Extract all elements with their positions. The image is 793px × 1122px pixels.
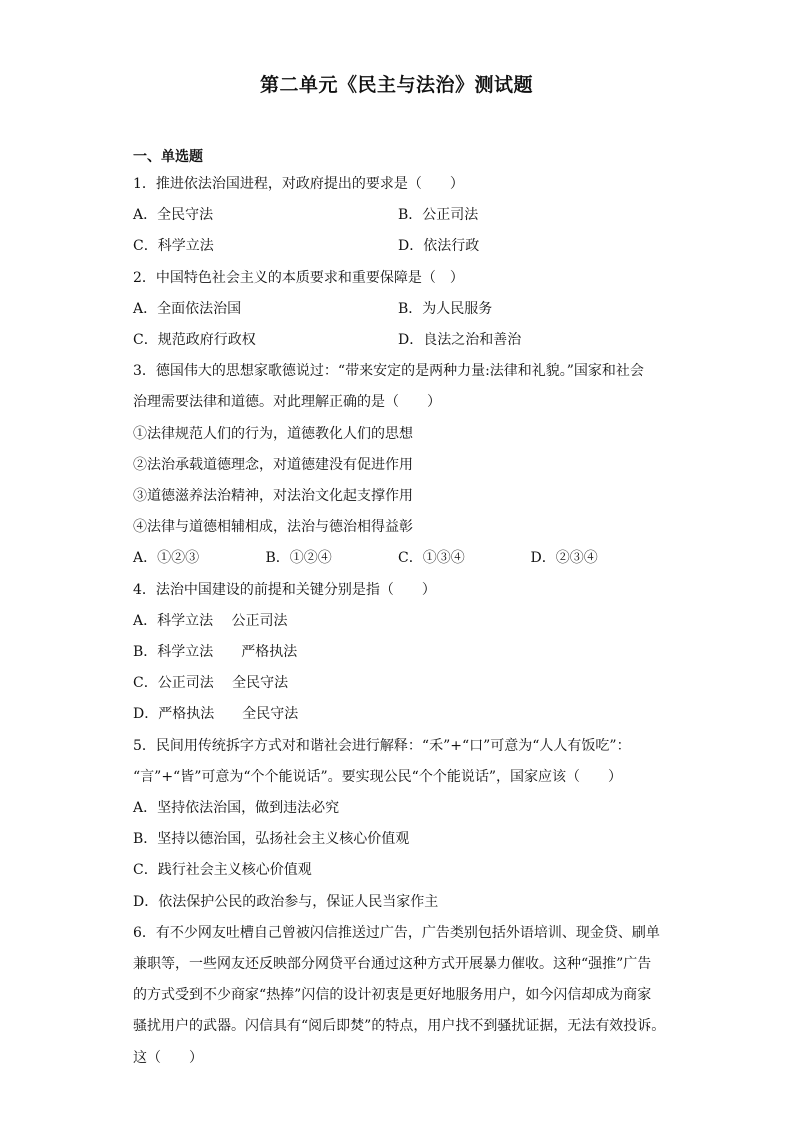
question-list (133, 169, 666, 1074)
question-1-option-b: B．公正司法 (398, 207, 479, 224)
question-6-stem-line-5: 这（ ） (133, 1049, 203, 1066)
question-1-options-row-2 (133, 231, 663, 262)
question-1-stem: 1．推进依法治国进程，对政府提出的要求是（ ） (133, 176, 464, 192)
question-6-stem-line-3: 的方式受到不少商家“热捧”闪信的设计初衷是更好地服务用户，如今闪信却成为商家 (133, 987, 652, 1004)
question-5-stem-line-1: 5．民间用传统拆字方式对和谐社会进行解释：“禾”+“口”可意为“人人有饭吃”： (133, 737, 631, 754)
question-5-option-b: B．坚持以德治国，弘扬社会主义核心价值观 (133, 831, 410, 848)
question-3-option-c: C．①③④ (398, 550, 465, 567)
question-4-option-d: D．严格执法 全民守法 (133, 706, 299, 723)
question-3-statement-4: ④法律与道德相辅相成，法治与德治相得益彰 (133, 519, 413, 536)
question-1-option-d: D．依法行政 (398, 238, 480, 255)
question-5-option-c: C．践行社会主义核心价值观 (133, 862, 312, 879)
question-3-options-row (133, 543, 663, 574)
question-5-option-d: D．依法保护公民的政治参与，保证人民当家作主 (133, 893, 439, 910)
question-5-stem-line-2: “言”+“皆”可意为“个个能说话”。要实现公民“个个能说话”，国家应该（ ） (133, 768, 622, 785)
question-3-stem-line-1: 3．德国伟大的思想家歌德说过：“带来安定的是两种力量:法律和礼貌。”国家和社会 (133, 363, 644, 380)
question-2-stem: 2．中国特色社会主义的本质要求和重要保障是（ ） (133, 269, 464, 286)
question-3-statement-3: ③道德滋养法治精神，对法治文化起支撑作用 (133, 488, 413, 505)
question-4-option-b: B．科学立法 严格执法 (133, 644, 298, 661)
question-3-statement-1: ①法律规范人们的行为，道德教化人们的思想 (133, 425, 413, 442)
question-3-statement-2: ②法治承载道德理念，对道德建没有促进作用 (133, 456, 413, 473)
section-heading: 一、单选题 (133, 149, 203, 165)
question-3-stem-line-2: 治理需要法律和道德。对此理解正确的是（ ） (133, 394, 441, 411)
question-1-option-c: C．科学立法 (133, 238, 214, 255)
question-3-option-b: B．①②④ (265, 550, 332, 567)
page-title: 第二单元《民主与法治》测试题 (259, 74, 533, 96)
question-5-option-a: A．坚持依法治国，做到违法必究 (133, 800, 340, 817)
question-1-options-row-1 (133, 200, 663, 231)
question-3-option-a: A．①②③ (133, 550, 200, 567)
question-6-stem-line-4: 骚扰用户的武器。闪信具有“阅后即焚”的特点，用户找不到骚扰证据，无法有效投诉。 (133, 1018, 666, 1035)
question-4-option-a: A．科学立法 公正司法 (133, 612, 288, 629)
question-4-stem: 4．法治中国建设的前提和关键分别是指（ ） (133, 581, 436, 598)
question-2-options-row-1 (133, 294, 663, 325)
question-1-option-a: A．全民守法 (133, 207, 214, 224)
question-2-option-d: D．良法之治和善治 (398, 332, 522, 349)
question-2-option-a: A．全面依法治国 (133, 300, 242, 317)
question-2-option-c: C．规范政府行政权 (133, 332, 256, 349)
question-6-stem-line-2: 兼职等，一些网友还反映部分网贷平台通过这种方式开展暴力催收。这种“强推”广告 (133, 956, 652, 973)
question-2-option-b: B．为人民服务 (398, 300, 493, 317)
question-4-option-c: C．公正司法 全民守法 (133, 675, 289, 692)
question-6-stem-line-1: 6．有不少网友吐槽自己曾被闪信推送过广告，广告类别包括外语培训、现金贷、刷单 (133, 924, 660, 941)
question-2-options-row-2 (133, 325, 663, 356)
question-3-option-d: D．②③④ (530, 550, 598, 567)
